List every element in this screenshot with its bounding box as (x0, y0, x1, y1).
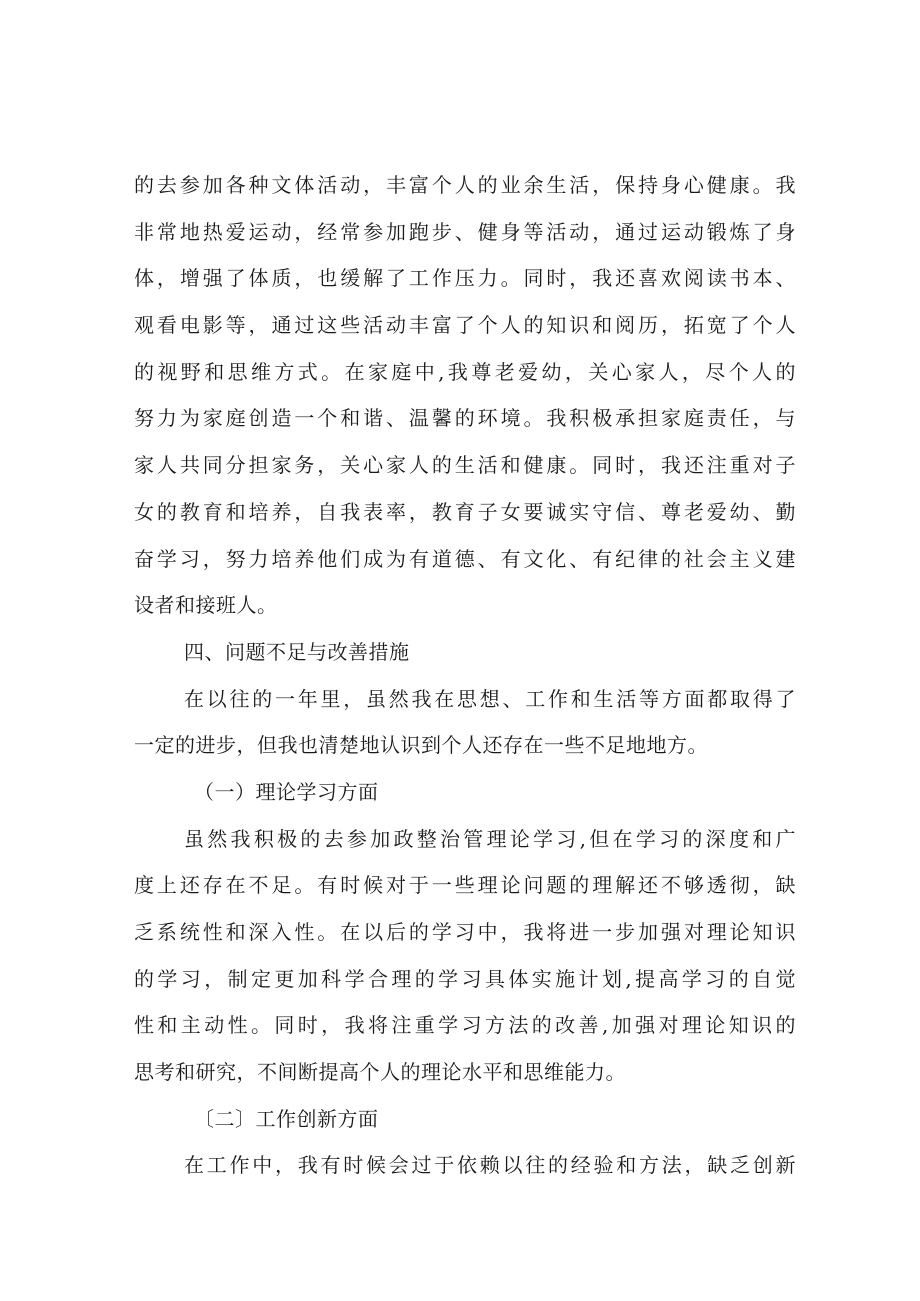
document-body (134, 162, 796, 1189)
paragraph-line: 非常地热爱运动，经常参加跑步、健身等活动，通过运动锻炼了身 (134, 219, 796, 244)
paragraph-line: 奋学习，努力培养他们成为有道德、有文化、有纪律的社会主义建 (134, 546, 796, 571)
paragraph-line: 家人共同分担家务，关心家人的生活和健康。同时，我还注重对子 (134, 453, 796, 478)
paragraph-line: 设者和接班人。 (134, 593, 278, 618)
paragraph-line: 乏系统性和深入性。在以后的学习中，我将进一步加强对理论知识 (134, 920, 796, 944)
paragraph-line: 性和主动性。同时，我将注重学习方法的改善,加强对理论知识的 (134, 1013, 796, 1038)
section-heading: （一）理论学习方面 (194, 779, 379, 804)
paragraph-line: 的去参加各种文体活动，丰富个人的业余生活，保持身心健康。我 (134, 173, 796, 197)
paragraph-line: 女的教育和培养，自我表率，教育子女要诚实守信、尊老爱幼、勤 (134, 499, 796, 524)
paragraph-line: 的学习，制定更加科学合理的学习具体实施计划,提高学习的自觉 (134, 966, 796, 991)
section-heading: 四、问题不足与改善措施 (184, 639, 410, 664)
paragraph-line: 虽然我积极的去参加政整治管理论学习,但在学习的深度和广 (184, 826, 796, 851)
paragraph-line: 体，增强了体质，也缓解了工作压力。同时，我还喜欢阅读书本、 (134, 266, 796, 291)
paragraph-line: 观看电影等，通过这些活动丰富了个人的知识和阅历，拓宽了个人 (134, 313, 796, 338)
paragraph-line: 思考和研究，不间断提高个人的理论水平和思维能力。 (134, 1060, 626, 1085)
paragraph-line: 的视野和思维方式。在家庭中,我尊老爱幼，关心家人，尽个人的 (134, 359, 796, 384)
paragraph-line: 度上还存在不足。有时候对于一些理论问题的理解还不够透彻，缺 (134, 873, 796, 898)
paragraph-line: 在工作中，我有时候会过于依赖以往的经验和方法，缺乏创新 (184, 1153, 796, 1178)
paragraph-line: 在以往的一年里，虽然我在思想、工作和生活等方面都取得了 (184, 686, 796, 711)
paragraph-line: 努力为家庭创造一个和谐、温馨的环境。我积极承担家庭责任，与 (134, 406, 796, 431)
section-heading: 〔二〕工作创新方面 (194, 1106, 379, 1131)
paragraph-line: 一定的进步，但我也清楚地认识到个人还存在一些不足地地方。 (134, 733, 708, 758)
